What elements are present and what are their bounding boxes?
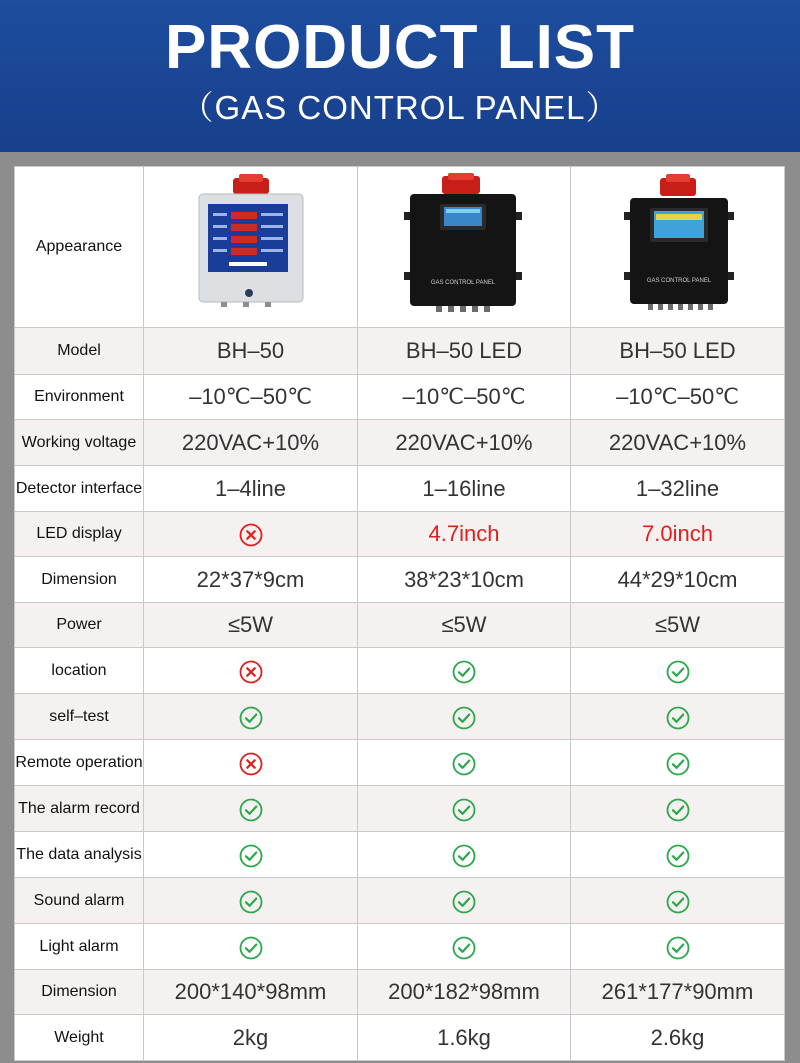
table-cell: ≤5W [571, 603, 785, 648]
row-label: Appearance [15, 167, 144, 328]
check-icon [571, 786, 785, 832]
row-label: self–test [15, 694, 144, 740]
check-icon [571, 832, 785, 878]
table-cell: 1–4line [144, 466, 358, 512]
check-icon [571, 694, 785, 740]
row-label: Dimension [15, 970, 144, 1015]
check-icon [358, 786, 571, 832]
table-cell: –10℃–50℃ [571, 375, 785, 420]
row-label: Working voltage [15, 420, 144, 466]
product-image-cell [144, 167, 358, 328]
check-icon [358, 878, 571, 924]
white-gas-control-panel-image [181, 172, 321, 322]
check-icon [358, 924, 571, 970]
table-row [15, 648, 785, 694]
product-comparison-table [14, 166, 785, 1061]
row-label: Model [15, 328, 144, 375]
product-image-cell [358, 167, 571, 328]
table-cell: 22*37*9cm [144, 557, 358, 603]
table-row [15, 786, 785, 832]
cross-icon [144, 512, 358, 557]
table-row [15, 740, 785, 786]
table-row [15, 832, 785, 878]
check-icon [358, 832, 571, 878]
table-cell: 220VAC+10% [144, 420, 358, 466]
check-icon [144, 832, 358, 878]
table-cell: BH–50 LED [358, 328, 571, 375]
table-cell: 7.0inch [571, 512, 785, 557]
check-icon [144, 924, 358, 970]
row-label: Power [15, 603, 144, 648]
table-row [15, 375, 785, 420]
table-cell: 200*182*98mm [358, 970, 571, 1015]
check-icon [571, 740, 785, 786]
row-label: Sound alarm [15, 878, 144, 924]
table-cell: 44*29*10cm [571, 557, 785, 603]
check-icon [358, 740, 571, 786]
table-row [15, 466, 785, 512]
appearance-row [15, 167, 785, 328]
page-subtitle: （GAS CONTROL PANEL） [180, 89, 620, 126]
product-image-cell [571, 167, 785, 328]
row-label: Detector interface [15, 466, 144, 512]
table-row [15, 878, 785, 924]
page-title: PRODUCT LIST [164, 13, 636, 82]
table-cell: –10℃–50℃ [144, 375, 358, 420]
panel-text: GAS CONTROL PANEL [646, 278, 711, 284]
table-cell: 1.6kg [358, 1015, 571, 1061]
table-cell: 200*140*98mm [144, 970, 358, 1015]
table-row [15, 694, 785, 740]
panel-text: GAS CONTROL PANEL [430, 280, 496, 286]
check-icon [144, 694, 358, 740]
check-icon [571, 878, 785, 924]
table-row [15, 970, 785, 1015]
black-gas-control-panel-image [394, 172, 534, 322]
table-row [15, 603, 785, 648]
table-cell: 1–32line [571, 466, 785, 512]
check-icon [144, 878, 358, 924]
row-label: LED display [15, 512, 144, 557]
check-icon [358, 694, 571, 740]
table-row [15, 328, 785, 375]
row-label: Environment [15, 375, 144, 420]
check-icon [571, 924, 785, 970]
header-banner [0, 0, 800, 152]
row-label: Remote operation [15, 740, 144, 786]
table-cell: –10℃–50℃ [358, 375, 571, 420]
row-label: Dimension [15, 557, 144, 603]
row-label: The data analysis [15, 832, 144, 878]
table-cell: BH–50 LED [571, 328, 785, 375]
table-cell: 261*177*90mm [571, 970, 785, 1015]
cross-icon [144, 648, 358, 694]
row-label: location [15, 648, 144, 694]
check-icon [358, 648, 571, 694]
table-cell: 1–16line [358, 466, 571, 512]
table-cell: 38*23*10cm [358, 557, 571, 603]
table-row [15, 557, 785, 603]
table-cell: 220VAC+10% [571, 420, 785, 466]
table-cell: ≤5W [144, 603, 358, 648]
table-row [15, 420, 785, 466]
check-icon [144, 786, 358, 832]
table-cell: 2.6kg [571, 1015, 785, 1061]
check-icon [571, 648, 785, 694]
table-cell: BH–50 [144, 328, 358, 375]
table-cell: ≤5W [358, 603, 571, 648]
cross-icon [144, 740, 358, 786]
table-row [15, 512, 785, 557]
table-row [15, 1015, 785, 1061]
row-label: The alarm record [15, 786, 144, 832]
row-label: Weight [15, 1015, 144, 1061]
table-row [15, 924, 785, 970]
table-cell: 4.7inch [358, 512, 571, 557]
table-cell: 2kg [144, 1015, 358, 1061]
row-label: Light alarm [15, 924, 144, 970]
black-gas-control-panel-large-image [608, 172, 748, 322]
table-cell: 220VAC+10% [358, 420, 571, 466]
